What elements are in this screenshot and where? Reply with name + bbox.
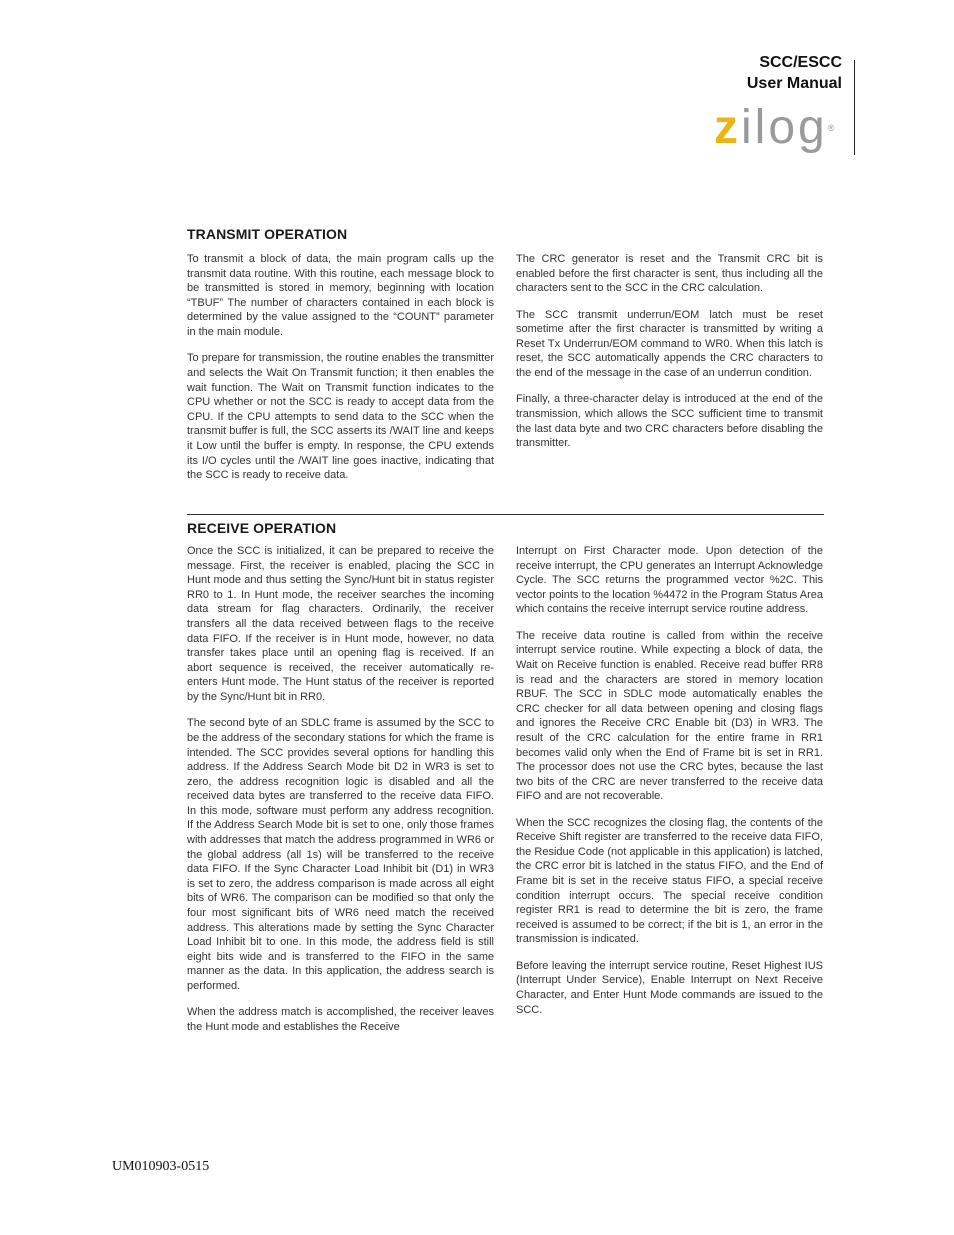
paragraph: To prepare for transmission, the routine enables the transmitter and selects the Wait On Transmit function; it then enables the wait function. The Wait on Transmit function indicates to the CPU whether or not the SCC is ready to accept data from the CPU. If the CPU attempts to send data to the SCC when the transmit buffer is full, the SCC asserts its /WAIT line and keeps it Low until the buffer is empty. In response, the CPU extends its I/O cycles until the /WAIT line goes inactive, indicating that the SCC is ready to receive data. bbox=[187, 352, 494, 482]
header-divider bbox=[854, 60, 855, 155]
paragraph: Before leaving the interrupt service routine, Reset Highest IUS (Interrupt Under Service), Enable Interrupt on Next Receive Character, and Enter Hunt Mode commands are issued to the SCC. bbox=[516, 959, 823, 1016]
paragraph: To transmit a block of data, the main program calls up the transmit data routine. With this routine, each message block to be transmitted is stored in memory, beginning with location “TBUF” The number of characters contained in each block is determined by the value assigned to the “COUNT” parameter in the main module. bbox=[187, 253, 494, 338]
transmit-left-column bbox=[187, 252, 494, 495]
header-title: SCC/ESCC bbox=[759, 54, 842, 71]
paragraph: Interrupt on First Character mode. Upon detection of the receive interrupt, the CPU generates an Interrupt Acknowledge Cycle. The SCC returns the programmed vector %2C. This vector points to the location %4472 in the Program Status Area which contains the receive interrupt service routine address. bbox=[516, 545, 823, 616]
footer-doc-number: UM010903-0515 bbox=[112, 1159, 210, 1174]
logo-accent-letter: z bbox=[714, 101, 741, 154]
paragraph: The SCC transmit underrun/EOM latch must be reset sometime after the first character is transmitted by writing a Reset Tx Underrun/EOM command to WR0. When this latch is reset, the SCC automatically appends the CRC characters to the end of the message in the case of an underrun condition. bbox=[516, 308, 823, 379]
logo-text: ilog bbox=[741, 101, 828, 154]
paragraph: Finally, a three-character delay is introduced at the end of the transmission, which allows the SCC sufficient time to transmit the last data byte and two CRC characters before disabling the transmitter. bbox=[516, 393, 823, 450]
paragraph: The second byte of an SDLC frame is assumed by the SCC to be the address of the secondary stations for which the frame is intended. The SCC provides several options for handling this address. If the Address Search Mode bit D2 in WR3 is set to zero, the address recognition logic is disabled and all the received data bytes are transferred to the receive data FIFO. In this mode, software must perform any address recognition. If the Address Search Mode bit is set to one, only those frames with addresses that match the address programmed in WR6 or the global address (all 1s) will be transferred to the receive data FIFO. If the Sync Character Load Inhibit bit (D1) in WR3 is set to zero, the address comparison is made across all eight bits of WR6. The comparison can be modified so that only the four most significant bits of WR6 need match the received address. This alterations made by setting the Sync Character Load Inhibit bit to one. In this mode, the address field is still eight bits wide and is transferred to the FIFO in the same manner as the data. In this application, the address search is performed. bbox=[187, 717, 494, 993]
paragraph: The CRC generator is reset and the Transmit CRC bit is enabled before the first character is sent, thus including all the characters sent to the SCC in the CRC calculation. bbox=[516, 253, 823, 295]
paragraph: When the address match is accomplished, the receiver leaves the Hunt mode and establishes the Receive bbox=[187, 1006, 494, 1033]
registered-mark: ® bbox=[827, 123, 835, 133]
transmit-right-column bbox=[516, 252, 823, 463]
document-header bbox=[747, 52, 842, 94]
header-subtitle: User Manual bbox=[746, 75, 842, 92]
receive-right-column bbox=[516, 544, 823, 1029]
paragraph: Once the SCC is initialized, it can be prepared to receive the message. First, the receiver is enabled, placing the SCC in Hunt mode and thus setting the Sync/Hunt bit in status register RR0 to 1. In Hunt mode, the receiver searches the incoming data stream for flag characters. Ordinarily, the receiver transfers all the data received between flags to the receive data FIFO. If the receiver is in Hunt mode, however, no data transfer takes place until an opening flag is received. If an abort sequence is received, the receiver automatically re-enters Hunt mode. The Hunt status of the receiver is reported by the Sync/Hunt bit in RR0. bbox=[187, 545, 494, 703]
receive-left-column bbox=[187, 544, 494, 1046]
section-divider bbox=[187, 514, 824, 515]
zilog-logo bbox=[714, 101, 835, 156]
paragraph: The receive data routine is called from within the receive interrupt service routine. While expecting a block of data, the Wait on Receive function is enabled. Receive read buffer RR8 is read and the characters are stored in memory location RBUF. The SCC in SDLC mode automatically enables the CRC checker for all data between opening and closing flags and ignores the Receive CRC Enable bit (D3) in WR3. The result of the CRC calculation for the entire frame in RR1 becomes valid only when the End of Frame bit is set in RR1. The processor does not use the CRC bytes, because the last two bits of the CRC are never transferred to the receive data FIFO and are not recoverable. bbox=[516, 629, 823, 803]
paragraph: When the SCC recognizes the closing flag, the contents of the Receive Shift register are transferred to the receive data FIFO, the Residue Code (not applicable in this application) is latched, the CRC error bit is latched in the status FIFO, and the End of Frame bit is set in the receive status FIFO, a special receive condition interrupt occurs. The special receive condition register RR1 is read to determine the bit is zero, the frame received is assumed to be correct; if the bit is 1, an error in the transmission is indicated. bbox=[516, 816, 823, 946]
receive-section-title: RECEIVE OPERATION bbox=[187, 520, 337, 536]
transmit-section-title: TRANSMIT OPERATION bbox=[187, 226, 348, 242]
